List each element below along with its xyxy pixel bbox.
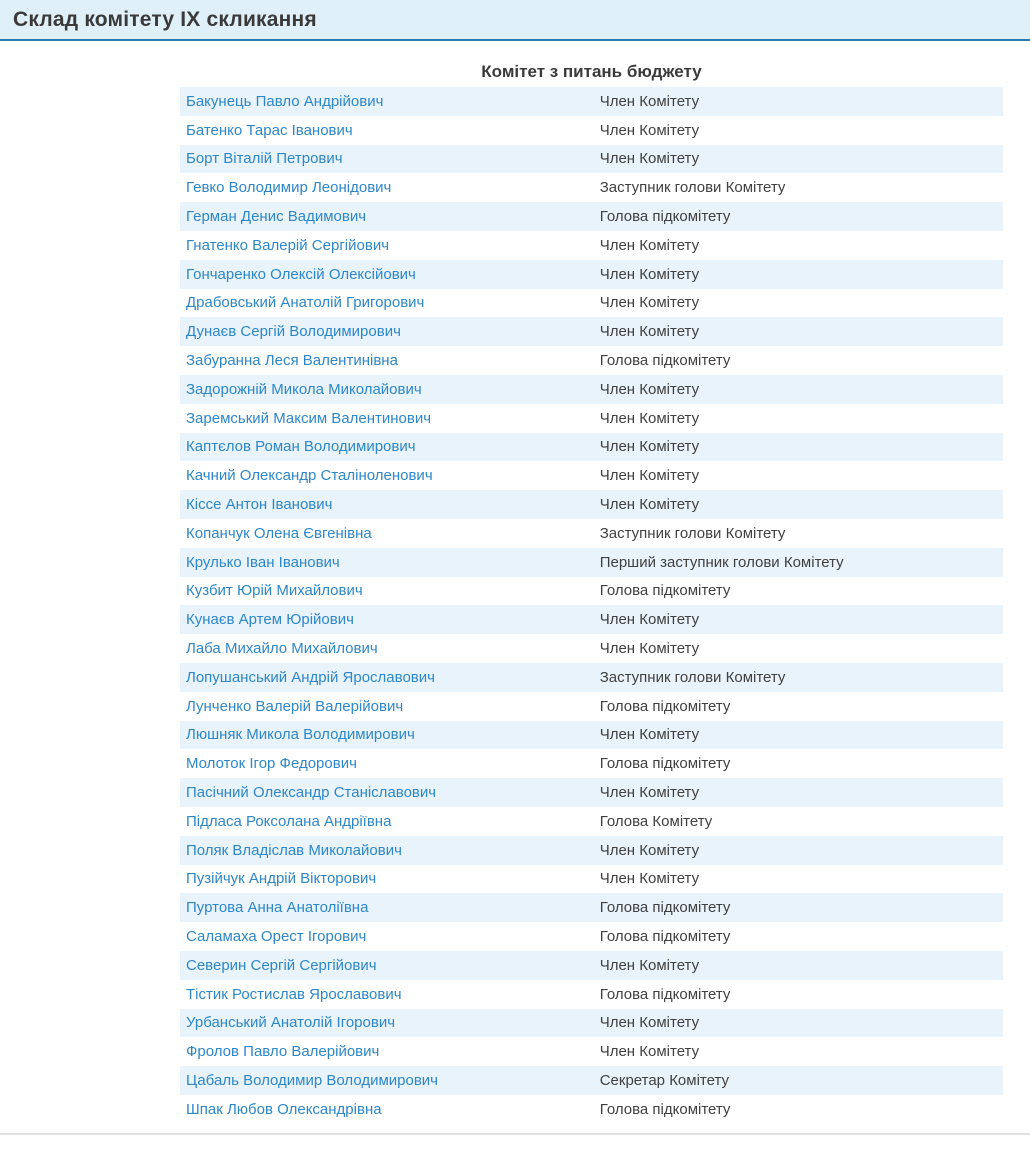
table-row <box>180 721 1003 750</box>
member-name-cell <box>180 928 600 945</box>
member-role: Заступник голови Комітету <box>599 179 786 197</box>
member-name-link[interactable]: Пасічний Олександр Станіславович <box>186 784 437 802</box>
member-name-link[interactable]: Батенко Тарас Іванович <box>186 121 353 139</box>
table-row <box>180 231 1003 260</box>
table-row <box>180 922 1003 951</box>
table-row <box>180 836 1003 865</box>
table-row <box>180 1095 1003 1124</box>
member-name-cell <box>180 726 600 743</box>
table-row <box>180 1009 1003 1038</box>
member-name-cell <box>180 525 600 542</box>
member-role: Заступник голови Комітету <box>599 524 786 542</box>
member-name-link[interactable]: Кузбит Юрій Михайлович <box>186 582 363 600</box>
member-role: Член Комітету <box>599 323 700 341</box>
member-name-cell <box>180 957 600 974</box>
member-name-link[interactable]: Дунаєв Сергій Володимирович <box>186 323 401 341</box>
table-row <box>180 865 1003 894</box>
member-role: Член Комітету <box>599 265 700 283</box>
member-name-link[interactable]: Герман Денис Вадимович <box>186 208 367 226</box>
member-name-cell <box>180 266 600 283</box>
member-name-cell <box>180 813 600 830</box>
table-row <box>180 749 1003 778</box>
table-row <box>180 375 1003 404</box>
table-row <box>180 260 1003 289</box>
member-name-link[interactable]: Борт Віталій Петрович <box>186 150 343 168</box>
committee-title: Комітет з питань бюджету <box>481 62 702 81</box>
bottom-divider <box>0 1133 1030 1135</box>
member-name-cell <box>180 208 600 225</box>
member-name-cell <box>180 179 600 196</box>
table-row <box>180 461 1003 490</box>
member-name-link[interactable]: Пуртова Анна Анатоліївна <box>186 899 369 917</box>
member-name-cell <box>180 323 600 340</box>
table-row <box>180 116 1003 145</box>
table-row <box>180 980 1003 1009</box>
member-name-cell <box>180 410 600 427</box>
member-role: Член Комітету <box>599 121 700 139</box>
member-role: Член Комітету <box>599 409 700 427</box>
member-name-cell <box>180 1072 600 1089</box>
member-name-link[interactable]: Фролов Павло Валерійович <box>186 1043 380 1061</box>
member-role: Член Комітету <box>599 956 700 974</box>
member-name-cell <box>180 1014 600 1031</box>
table-row <box>180 433 1003 462</box>
table-row <box>180 145 1003 174</box>
member-name-link[interactable]: Задорожній Микола Миколайович <box>186 380 422 398</box>
content-area <box>180 62 1003 1124</box>
table-row <box>180 490 1003 519</box>
member-role: Член Комітету <box>599 92 700 110</box>
member-role: Член Комітету <box>599 150 700 168</box>
member-role: Член Комітету <box>599 640 700 658</box>
member-role: Член Комітету <box>599 1014 700 1032</box>
table-row <box>180 663 1003 692</box>
member-name-link[interactable]: Люшняк Микола Володимирович <box>186 726 415 744</box>
member-name-link[interactable]: Качний Олександр Сталіноленович <box>186 467 433 485</box>
member-name-link[interactable]: Каптєлов Роман Володимирович <box>186 438 416 456</box>
member-name-cell <box>180 640 600 657</box>
member-name-cell <box>180 237 600 254</box>
member-role: Перший заступник голови Комітету <box>599 553 844 571</box>
member-name-cell <box>180 755 600 772</box>
member-role: Член Комітету <box>599 294 700 312</box>
member-role: Голова підкомітету <box>599 928 731 945</box>
member-name-cell <box>180 870 600 887</box>
member-name-link[interactable]: Саламаха Орест Ігорович <box>186 928 367 945</box>
page-header <box>0 0 1030 41</box>
member-name-link[interactable]: Тістик Ростислав Ярославович <box>186 985 402 1003</box>
table-row <box>180 202 1003 231</box>
member-role: Голова підкомітету <box>599 755 731 773</box>
member-name-link[interactable]: Забуранна Леся Валентинівна <box>186 352 398 370</box>
member-name-cell <box>180 611 600 628</box>
table-row <box>180 692 1003 721</box>
member-name-cell <box>180 986 600 1003</box>
member-role: Голова підкомітету <box>599 985 731 1003</box>
member-name-link[interactable]: Лаба Михайло Михайлович <box>186 640 378 658</box>
member-name-cell <box>180 294 600 311</box>
member-role: Голова Комітету <box>599 812 713 830</box>
member-name-link[interactable]: Поляк Владіслав Миколайович <box>186 841 402 859</box>
member-role: Член Комітету <box>599 438 700 456</box>
page-title: Склад комітету IX скликання <box>13 7 317 31</box>
member-name-link[interactable]: Бакунець Павло Андрійович <box>186 92 384 110</box>
table-row <box>180 577 1003 606</box>
member-name-link[interactable]: Кіссе Антон Іванович <box>186 496 333 514</box>
table-row <box>180 807 1003 836</box>
member-name-cell <box>180 698 600 715</box>
member-role: Голова підкомітету <box>599 899 731 917</box>
table-row <box>180 605 1003 634</box>
table-row <box>180 893 1003 922</box>
member-role: Член Комітету <box>599 841 700 859</box>
table-row <box>180 951 1003 980</box>
table-row <box>180 778 1003 807</box>
member-name-cell <box>180 150 600 167</box>
table-row <box>180 289 1003 318</box>
table-row <box>180 173 1003 202</box>
table-row <box>180 404 1003 433</box>
member-name-cell <box>180 467 600 484</box>
member-role: Голова підкомітету <box>599 582 731 600</box>
member-name-link[interactable]: Гевко Володимир Леонідович <box>186 179 392 197</box>
member-role: Секретар Комітету <box>599 1071 730 1089</box>
member-name-link[interactable]: Урбанський Анатолій Ігорович <box>186 1014 396 1032</box>
member-role: Член Комітету <box>599 236 700 254</box>
table-row <box>180 634 1003 663</box>
member-name-cell <box>180 669 600 686</box>
member-name-link[interactable]: Копанчук Олена Євгенівна <box>186 524 372 542</box>
member-name-cell <box>180 582 600 599</box>
member-role: Член Комітету <box>599 784 700 802</box>
member-name-cell <box>180 842 600 859</box>
member-name-cell <box>180 352 600 369</box>
member-role: Голова підкомітету <box>599 697 731 715</box>
member-name-link[interactable]: Кунаєв Артем Юрійович <box>186 611 354 629</box>
member-name-cell <box>180 122 600 139</box>
member-name-cell <box>180 93 600 110</box>
member-role: Член Комітету <box>599 726 700 744</box>
table-row <box>180 519 1003 548</box>
member-name-link[interactable]: Лопушанський Андрій Ярославович <box>186 668 435 686</box>
member-role: Член Комітету <box>599 467 700 485</box>
member-name-link[interactable]: Северин Сергій Сергійович <box>186 956 377 974</box>
member-name-link[interactable]: Крулько Іван Іванович <box>186 553 340 571</box>
member-name-link[interactable]: Драбовський Анатолій Григорович <box>186 294 425 312</box>
table-row <box>180 317 1003 346</box>
member-role: Голова підкомітету <box>599 208 731 226</box>
member-name-cell <box>180 1043 600 1060</box>
table-row <box>180 87 1003 116</box>
member-name-link[interactable]: Шпак Любов Олександрівна <box>186 1100 382 1118</box>
member-name-cell <box>180 496 600 513</box>
member-name-cell <box>180 899 600 916</box>
member-name-link[interactable]: Гнатенко Валерій Сергійович <box>186 236 390 254</box>
table-row <box>180 1037 1003 1066</box>
member-name-link[interactable]: Молоток Ігор Федорович <box>186 755 357 773</box>
member-role: Член Комітету <box>599 870 700 888</box>
member-name-link[interactable]: Лунченко Валерій Валерійович <box>186 697 404 715</box>
member-name-cell <box>180 554 600 571</box>
member-name-link[interactable]: Підласа Роксолана Андріївна <box>186 812 392 830</box>
member-role: Член Комітету <box>599 496 700 514</box>
table-row <box>180 346 1003 375</box>
member-name-cell <box>180 381 600 398</box>
member-role: Голова підкомітету <box>599 352 731 370</box>
members-table <box>180 87 1003 1124</box>
member-role: Заступник голови Комітету <box>599 668 786 686</box>
member-name-link[interactable]: Гончаренко Олексій Олексійович <box>186 265 416 283</box>
member-role: Член Комітету <box>599 1043 700 1061</box>
table-row <box>180 548 1003 577</box>
member-name-cell <box>180 784 600 801</box>
member-role: Член Комітету <box>599 380 700 398</box>
member-role: Голова підкомітету <box>599 1100 731 1118</box>
member-role: Член Комітету <box>599 611 700 629</box>
member-name-cell <box>180 438 600 455</box>
member-name-link[interactable]: Заремський Максим Валентинович <box>186 409 432 427</box>
table-row <box>180 1066 1003 1095</box>
member-name-link[interactable]: Пузійчук Андрій Вікторович <box>186 870 377 888</box>
member-name-cell <box>180 1101 600 1118</box>
member-name-link[interactable]: Цабаль Володимир Володимирович <box>186 1071 438 1089</box>
